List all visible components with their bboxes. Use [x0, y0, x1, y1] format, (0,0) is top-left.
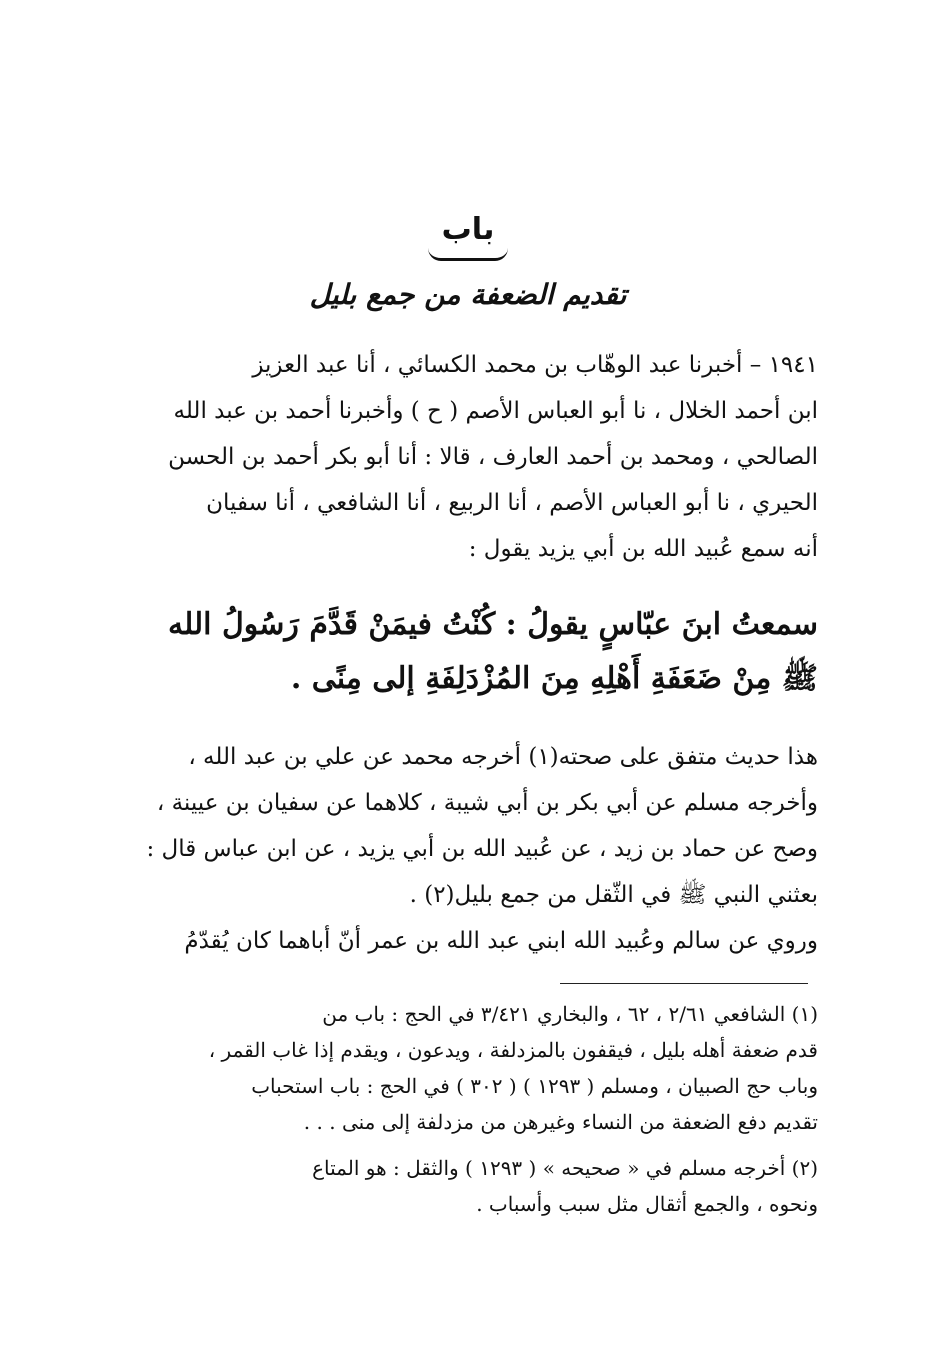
- hadith-text: [118, 598, 818, 706]
- continuation-line: وروي عن سالم وعُبيد الله ابني عبد الله بن عمر أنّ أباهما كان يُقدّمُ: [184, 928, 818, 954]
- commentary-line: وأخرجه مسلم عن أبي بكر بن أبي شيبة ، كلاهما عن سفيان بن عيينة ،: [156, 790, 818, 816]
- continuation-paragraph: [118, 918, 818, 964]
- commentary-line: هذا حديث متفق على صحته(١) أخرجه محمد عن علي بن عبد الله ،: [188, 744, 818, 770]
- footnote-line: ونحوه ، والجمع أثقال مثل سبب وأسباب .: [476, 1192, 818, 1216]
- chapter-flourish: [428, 248, 508, 261]
- chapter-label: باب: [441, 212, 495, 247]
- footnote-2: [118, 1150, 818, 1222]
- footnote-1: [118, 996, 818, 1140]
- commentary-line: وصح عن حماد بن زيد ، عن عُبيد الله بن أبي يزيد ، عن ابن عباس قال :: [146, 836, 818, 862]
- chapter-title: تقديم الضعفة من جمع بليل: [309, 278, 627, 311]
- hadith-line: سمعتُ ابنَ عبّاسٍ يقولُ : كُنْتُ فيمَنْ قَدَّمَ رَسُولُ الله: [168, 607, 818, 642]
- footnote-line: (١) الشافعي ٢/٦١ ، ٦٢ ، والبخاري ٣/٤٢١ في الحج : باب من: [322, 1002, 818, 1026]
- commentary-line: بعثني النبي ﷺ في الثّقل من جمع بليل(٢) .: [409, 882, 818, 908]
- footnote-line: (٢) أخرجه مسلم في « صحيحه » ( ١٢٩٣ ) والثقل : هو المتاع: [312, 1156, 818, 1180]
- narration-paragraph: [118, 342, 818, 572]
- narration-line: ١٩٤١ – أخبرنا عبد الوهّاب بن محمد الكسائي ، أنا عبد العزيز: [252, 352, 818, 378]
- hadith-line: ﷺ مِنْ ضَعَفَةِ أَهْلِهِ مِنَ المُزْدَلِفَةِ إلى مِنًى .: [290, 661, 818, 696]
- commentary-paragraph: [118, 734, 818, 918]
- narration-line: الحيري ، نا أبو العباس الأصم ، أنا الربيع ، أنا الشافعي ، أنا سفيان: [206, 490, 818, 516]
- footnote-separator: [560, 983, 808, 984]
- narration-line: أنه سمع عُبيد الله بن أبي يزيد يقول :: [468, 536, 818, 562]
- footnote-line: قدم ضعفة أهله بليل ، فيقفون بالمزدلفة ، ويدعون ، ويقدم إذا غاب القمر ،: [208, 1038, 818, 1062]
- narration-line: ابن أحمد الخلال ، نا أبو العباس الأصم ( ح ) وأخبرنا أحمد بن عبد الله: [173, 398, 818, 424]
- narration-line: الصالحي ، ومحمد بن أحمد العارف ، قالا : أنا أبو بكر أحمد بن الحسن: [168, 444, 818, 470]
- footnote-line: تقديم دفع الضعفة من النساء وغيرهن من مزدلفة إلى منى . . .: [303, 1110, 818, 1134]
- footnote-line: وباب حج الصبيان ، ومسلم ( ١٢٩٣ ) ( ٣٠٢ ) في الحج : باب استحباب: [251, 1074, 818, 1098]
